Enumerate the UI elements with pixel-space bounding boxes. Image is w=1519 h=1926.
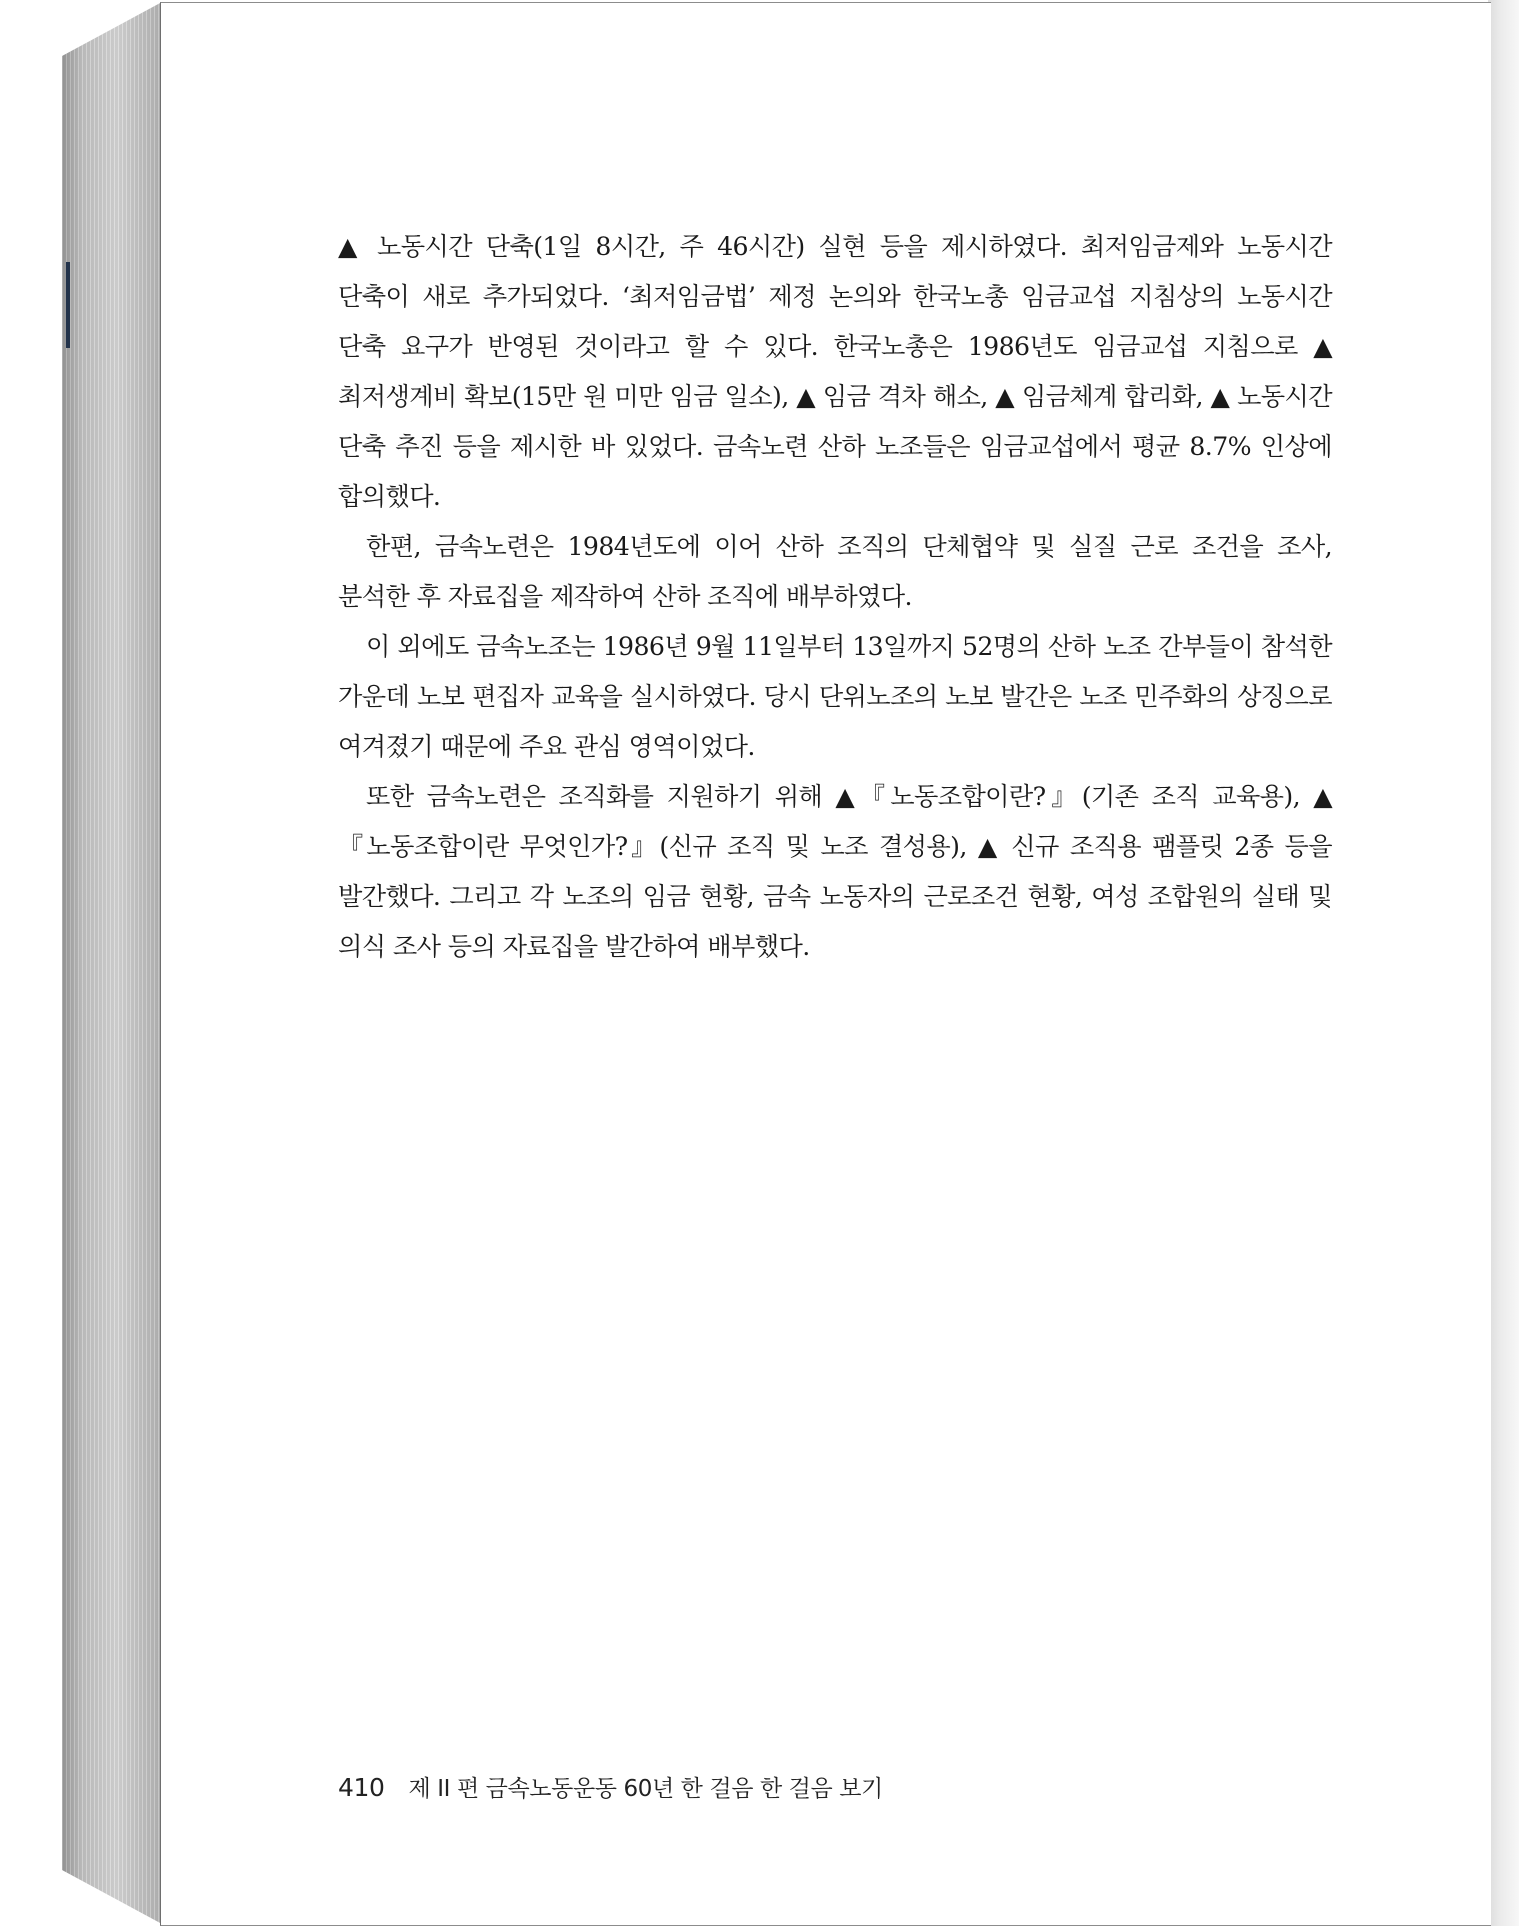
paragraph: ▲ 노동시간 단축(1일 8시간, 주 46시간) 실현 등을 제시하였다. 최저임금제와 노동시간 단축이 새로 추가되었다. ‘최저임금법’ 제정 논의와 한국노총 임금교섭 지침상의 노동시간 단축 요구가 반영된 것이라고 할 수 있다. 한국노총은 1986년도 임금교섭 지침으로 ▲ 최저생계비 확보(15만 원 미만 임금 일소), ▲ 임금 격차 해소, ▲ 임금체계 합리화, ▲ 노동시간 단축 추진 등을 제시한 바 있었다. 금속노련 산하 노조들은 임금교섭에서 평균 8.7% 인상에 합의했다. (338, 232, 1332, 511)
spine-bookmark (66, 262, 70, 348)
book-page-edge-lines (62, 2, 162, 1924)
paragraph: 또한 금속노련은 조직화를 지원하기 위해 ▲『노동조합이란?』(기존 조직 교육용), ▲『노동조합이란 무엇인가?』(신규 조직 및 노조 결성용), ▲ 신규 조직용 팸플릿 2종 등을 발간했다. 그리고 각 노조의 임금 현황, 금속 노동자의 근로조건 현황, 여성 조합원의 실태 및 의식 조사 등의 자료집을 발간하여 배부했다. (338, 782, 1332, 961)
body-text (338, 222, 1332, 972)
paragraph: 이 외에도 금속노조는 1986년 9월 11일부터 13일까지 52명의 산하 노조 간부들이 참석한 가운데 노보 편집자 교육을 실시하였다. 당시 단위노조의 노보 발간은 노조 민주화의 상징으로 여겨졌기 때문에 주요 관심 영역이었다. (338, 632, 1332, 761)
page-footer (338, 1770, 883, 1803)
running-title: 제 II 편 금속노동운동 60년 한 걸음 한 걸음 보기 (408, 1776, 883, 1802)
page-number: 410 (338, 1773, 385, 1802)
page-shadow (1488, 0, 1519, 1926)
paragraph: 한편, 금속노련은 1984년도에 이어 산하 조직의 단체협약 및 실질 근로 조건을 조사, 분석한 후 자료집을 제작하여 산하 조직에 배부하였다. (338, 532, 1332, 611)
